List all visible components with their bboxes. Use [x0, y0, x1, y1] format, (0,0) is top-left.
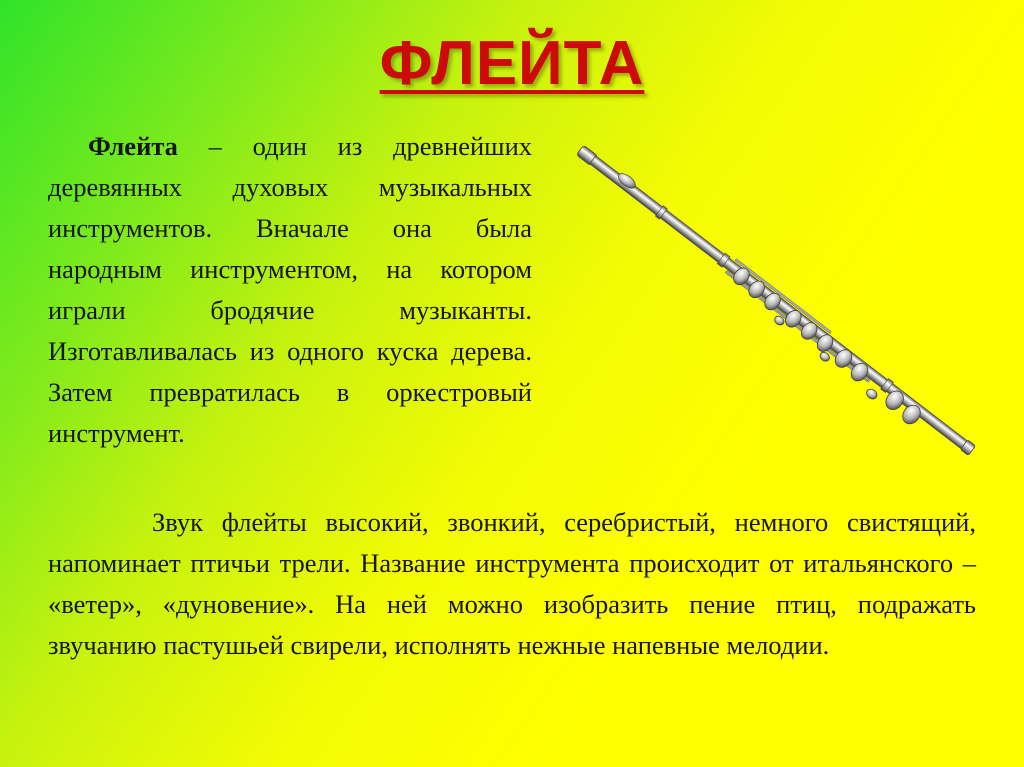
- slide-title: [0, 28, 1024, 99]
- intro-text: – один из древнейших деревянных духовых музыкальных инструментов. Вначале она была народным инструментом, на котором играли бродячие музыканты. Изготавливалась из одного куска дерева. Затем превратилась в оркестровый инструмент.: [48, 131, 532, 448]
- description-paragraph: Звук флейты высокий, звонкий, серебристый, немного свистящий, напоминает птичьи трели. Название инструмента происходит от итальянского – «ветер», «дуновение». На ней можно изобразить пение птиц, подражать звучанию пастушьей свирели, исполнять нежные напевные мелодии.: [48, 507, 976, 660]
- intro-term: Флейта: [88, 131, 178, 161]
- slide-title-text: ФЛЕЙТА: [379, 29, 645, 98]
- flute-image: [572, 130, 992, 470]
- flute-icon: [572, 130, 992, 470]
- intro-paragraph: [48, 126, 532, 454]
